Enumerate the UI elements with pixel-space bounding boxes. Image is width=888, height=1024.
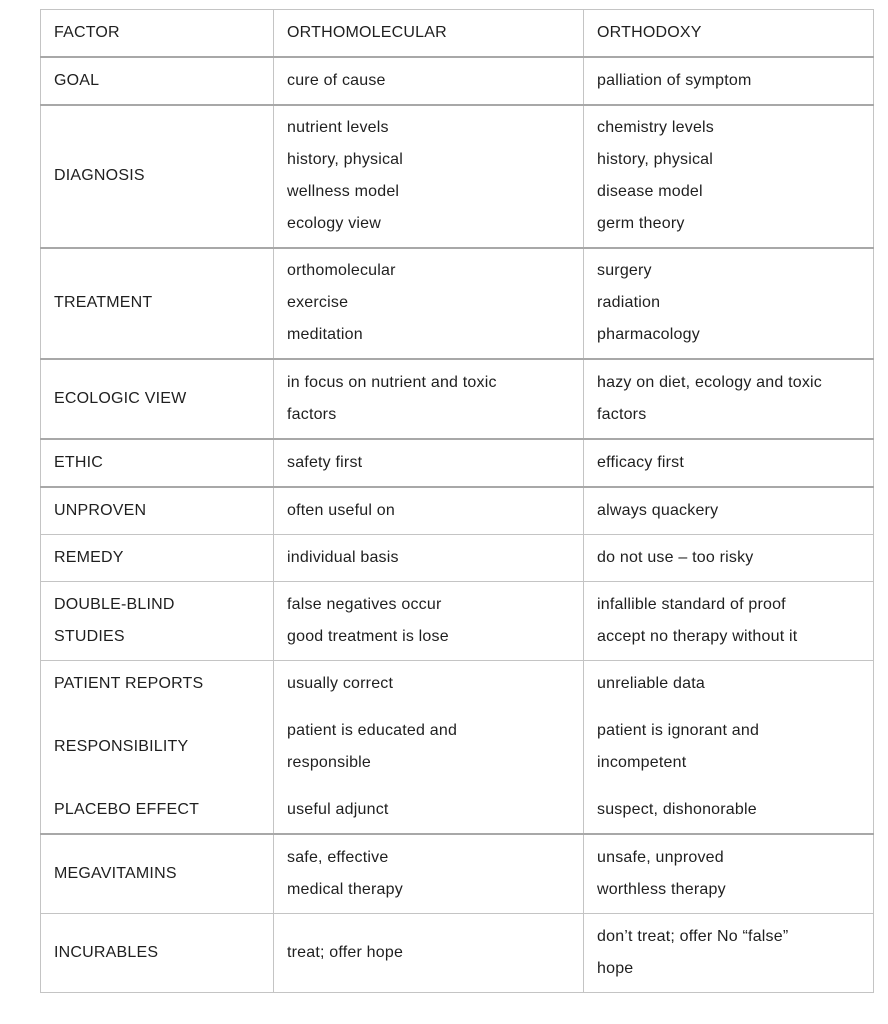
orthomolecular-cell: [274, 248, 584, 359]
cell-line: PLACEBO EFFECT: [54, 800, 200, 818]
orthomolecular-cell: [274, 439, 584, 487]
cell-line: DIAGNOSIS: [54, 167, 145, 184]
orthomolecular-cell: [274, 487, 584, 535]
cell-line: useful adjunct: [287, 800, 389, 818]
cell-line: history, physical: [597, 151, 714, 168]
cell-line: INCURABLES: [54, 944, 159, 961]
cell-line: factors: [597, 405, 647, 423]
cell-line: responsible: [287, 754, 372, 771]
cell-line: accept no therapy without it: [597, 628, 798, 645]
header-factor: FACTOR: [41, 10, 274, 57]
cell-line: efficacy first: [597, 453, 684, 471]
orthomolecular-cell: [274, 359, 584, 439]
cell-line: hazy on diet, ecology and toxic: [597, 373, 823, 391]
table-row: [41, 582, 874, 661]
cell-line: worthless therapy: [597, 880, 726, 898]
table-body: [41, 10, 874, 993]
table-row: [41, 359, 874, 439]
cell-line: DOUBLE-BLIND: [54, 596, 175, 613]
orthodoxy-cell: [584, 661, 874, 708]
factor-cell: [41, 834, 274, 914]
table-row: [41, 57, 874, 105]
orthodoxy-cell: [584, 535, 874, 582]
table-row: [41, 487, 874, 535]
table-row: [41, 439, 874, 487]
cell-line: PATIENT REPORTS: [54, 675, 204, 693]
cell-line: disease model: [597, 183, 703, 200]
factor-cell: [41, 914, 274, 993]
orthomolecular-cell: [274, 582, 584, 661]
orthodoxy-cell: [584, 359, 874, 439]
cell-line: medical therapy: [287, 880, 403, 898]
table-row: [41, 834, 874, 914]
orthomolecular-cell: [274, 105, 584, 248]
factor-cell: [41, 582, 274, 661]
cell-line: unreliable data: [597, 675, 705, 693]
cell-line: chemistry levels: [597, 119, 715, 136]
table-row: [41, 248, 874, 359]
cell-line: exercise: [287, 294, 349, 311]
cell-line: don’t treat; offer No “false”: [597, 928, 789, 945]
header-orthomolecular: ORTHOMOLECULAR: [274, 10, 584, 57]
cell-line: nutrient levels: [287, 119, 389, 136]
comparison-table: [40, 9, 874, 993]
cell-line: do not use – too risky: [597, 549, 754, 566]
table-row: [41, 914, 874, 993]
orthomolecular-cell: [274, 661, 584, 708]
cell-line: unsafe, unproved: [597, 848, 724, 866]
cell-line: radiation: [597, 294, 661, 311]
cell-line: safety first: [287, 453, 363, 471]
orthodoxy-cell: [584, 787, 874, 834]
orthodoxy-cell: [584, 487, 874, 535]
header-row: [41, 10, 874, 57]
cell-line: ECOLOGIC VIEW: [54, 389, 187, 407]
cell-line: pharmacology: [597, 326, 700, 343]
cell-line: GOAL: [54, 71, 100, 89]
header-orthodoxy: ORTHODOXY: [584, 10, 874, 57]
factor-cell: [41, 487, 274, 535]
cell-line: meditation: [287, 326, 363, 343]
cell-line: often useful on: [287, 501, 395, 519]
cell-line: MEGAVITAMINS: [54, 864, 177, 882]
factor-cell: [41, 439, 274, 487]
cell-line: patient is ignorant and: [597, 722, 760, 739]
factor-cell: [41, 661, 274, 708]
factor-cell: [41, 708, 274, 787]
orthodoxy-cell: [584, 439, 874, 487]
factor-cell: [41, 57, 274, 105]
cell-line: palliation of symptom: [597, 71, 752, 89]
factor-cell: [41, 105, 274, 248]
cell-line: always quackery: [597, 501, 719, 519]
orthodoxy-cell: [584, 248, 874, 359]
orthodoxy-cell: [584, 708, 874, 787]
factor-cell: [41, 248, 274, 359]
orthomolecular-cell: [274, 787, 584, 834]
cell-line: false negatives occur: [287, 596, 442, 613]
orthomolecular-cell: [274, 708, 584, 787]
orthomolecular-cell: [274, 57, 584, 105]
orthodoxy-cell: [584, 57, 874, 105]
factor-cell: [41, 359, 274, 439]
cell-line: safe, effective: [287, 848, 389, 866]
cell-line: incompetent: [597, 754, 687, 771]
table-row: [41, 708, 874, 787]
factor-cell: [41, 787, 274, 834]
cell-line: individual basis: [287, 549, 399, 566]
cell-line: TREATMENT: [54, 294, 153, 311]
cell-line: treat; offer hope: [287, 944, 404, 961]
cell-line: factors: [287, 405, 337, 423]
factor-cell: [41, 535, 274, 582]
cell-line: patient is educated and: [287, 722, 458, 739]
orthodoxy-cell: [584, 105, 874, 248]
orthodoxy-cell: [584, 914, 874, 993]
orthodoxy-cell: [584, 582, 874, 661]
cell-line: orthomolecular: [287, 262, 396, 279]
table-row: [41, 105, 874, 248]
cell-line: ecology view: [287, 215, 382, 232]
cell-line: cure of cause: [287, 71, 386, 89]
table-row: [41, 535, 874, 582]
cell-line: ETHIC: [54, 453, 103, 471]
cell-line: in focus on nutrient and toxic: [287, 373, 497, 391]
orthomolecular-cell: [274, 834, 584, 914]
cell-line: usually correct: [287, 675, 394, 693]
orthomolecular-cell: [274, 914, 584, 993]
cell-line: suspect, dishonorable: [597, 800, 757, 818]
orthodoxy-cell: [584, 834, 874, 914]
cell-line: surgery: [597, 262, 652, 279]
table-row: [41, 787, 874, 834]
cell-line: UNPROVEN: [54, 501, 147, 519]
cell-line: germ theory: [597, 215, 685, 232]
cell-line: wellness model: [287, 183, 400, 200]
cell-line: RESPONSIBILITY: [54, 738, 189, 755]
cell-line: REMEDY: [54, 549, 124, 566]
cell-line: infallible standard of proof: [597, 596, 786, 613]
orthomolecular-cell: [274, 535, 584, 582]
cell-line: hope: [597, 960, 634, 977]
cell-line: history, physical: [287, 151, 404, 168]
cell-line: good treatment is lose: [287, 628, 449, 645]
cell-line: STUDIES: [54, 628, 125, 645]
table-row: [41, 661, 874, 708]
